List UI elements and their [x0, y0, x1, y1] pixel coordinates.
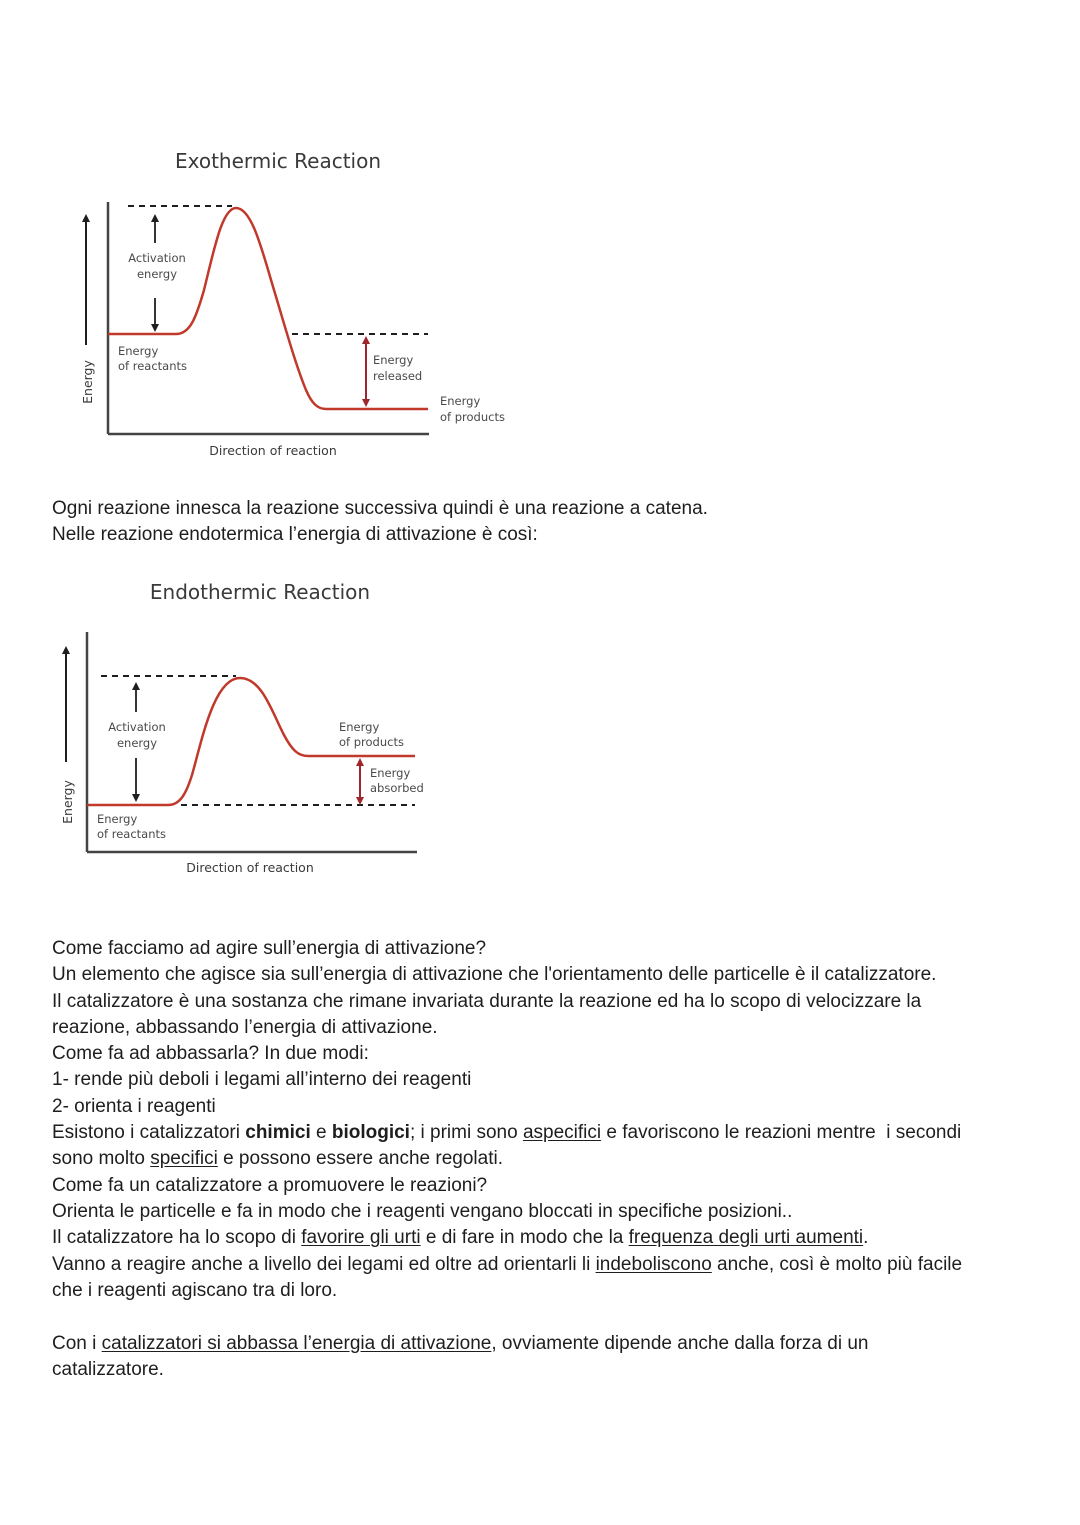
- reactants-energy-label: Energy: [97, 812, 138, 826]
- exothermic-title: Exothermic Reaction: [174, 149, 382, 173]
- underlined-term: favorire gli urti: [301, 1227, 421, 1249]
- paragraph-catalyst: [52, 936, 962, 1304]
- text-line: che i reagenti agiscano tra di loro.: [52, 1279, 338, 1301]
- text-span: e di fare in modo che la: [420, 1227, 629, 1249]
- text-span: sono molto: [52, 1148, 151, 1170]
- text-line: Come fa ad abbassarla? In due modi:: [52, 1043, 369, 1065]
- products-energy-label: Energy: [440, 394, 481, 408]
- text-line: reazione, abbassando l’energia di attivazione.: [52, 1016, 438, 1038]
- bold-term: biologici: [331, 1122, 410, 1144]
- bold-term: chimici: [245, 1122, 311, 1144]
- underlined-term: frequenza degli urti aumenti: [628, 1227, 864, 1249]
- underlined-term: aspecifici: [522, 1122, 602, 1144]
- text-line: [52, 1225, 962, 1251]
- text-line: Un elemento che agisce sia sull’energia di attivazione che l'orientamento delle particelle è il catalizzatore.: [52, 964, 937, 986]
- text-line: [52, 1146, 962, 1172]
- y-axis-label: Energy: [80, 360, 95, 404]
- text-span: .: [863, 1227, 869, 1249]
- y-axis-label: Energy: [60, 780, 75, 824]
- x-axis-label: Direction of reaction: [186, 860, 314, 875]
- reactants-energy-label: Energy: [118, 344, 159, 358]
- x-axis-label: Direction of reaction: [209, 443, 337, 458]
- text-span: e favoriscono le reazioni mentre i secondi: [601, 1122, 962, 1144]
- underlined-term: specifici: [150, 1148, 218, 1170]
- reactants-energy-label: of reactants: [97, 827, 167, 841]
- products-energy-label: Energy: [339, 720, 380, 734]
- text-line: [52, 1331, 868, 1357]
- text-line: [52, 1120, 962, 1146]
- text-span: Vanno a reagire anche a livello dei legami ed oltre ad orientarli li: [52, 1253, 596, 1275]
- endothermic-title: Endothermic Reaction: [149, 580, 371, 604]
- text-line: catalizzatore.: [52, 1359, 164, 1381]
- text-span: e: [310, 1122, 332, 1144]
- list-item: 1- rende più deboli i legami all’interno dei reagenti: [52, 1069, 472, 1091]
- text-span: anche, così è molto più facile: [711, 1253, 963, 1275]
- energy-absorbed-label: absorbed: [370, 781, 424, 795]
- text-span: Con i: [52, 1333, 102, 1354]
- activation-energy-label: energy: [116, 736, 158, 750]
- text-span: Esistono i catalizzatori: [52, 1122, 246, 1144]
- products-energy-label: of products: [339, 735, 404, 749]
- text-line: Ogni reazione innesca la reazione successiva quindi è una reazione a catena.: [52, 498, 708, 519]
- energy-released-label: Energy: [373, 353, 414, 367]
- text-span: e possono essere anche regolati.: [217, 1148, 503, 1170]
- underlined-term: catalizzatori si abbassa l’energia di attivazione: [101, 1333, 492, 1354]
- text-line: Orienta le particelle e fa in modo che i reagenti vengano bloccati in specifiche posizioni..: [52, 1200, 793, 1222]
- list-item: 2- orienta i reagenti: [52, 1095, 216, 1117]
- energy-released-label: released: [373, 369, 423, 383]
- text-line: Nelle reazione endotermica l’energia di attivazione è così:: [52, 524, 538, 546]
- exothermic-reaction-diagram: [0, 0, 560, 470]
- energy-absorbed-label: Energy: [370, 766, 411, 780]
- activation-energy-label: Activation: [128, 251, 186, 265]
- activation-energy-label: Activation: [108, 720, 166, 734]
- text-line: Come fa un catalizzatore a promuovere le reazioni?: [52, 1174, 488, 1196]
- activation-energy-label: energy: [136, 267, 178, 281]
- paragraph-conclusion: [52, 1331, 868, 1384]
- text-line: Come facciamo ad agire sull’energia di attivazione?: [52, 938, 487, 959]
- text-span: ; i primi sono: [409, 1122, 523, 1144]
- endothermic-reaction-diagram: [0, 560, 560, 890]
- underlined-term: indeboliscono: [595, 1253, 712, 1275]
- reactants-energy-label: of reactants: [118, 359, 188, 373]
- text-line: [52, 1252, 962, 1278]
- paragraph-chain-reaction: [52, 496, 708, 549]
- text-span: Il catalizzatore ha lo scopo di: [52, 1227, 302, 1249]
- products-energy-label: of products: [440, 410, 505, 424]
- text-span: , ovviamente dipende anche dalla forza di un: [491, 1333, 869, 1354]
- text-line: Il catalizzatore è una sostanza che rimane invariata durante la reazione ed ha lo scopo di velocizzare la: [52, 990, 922, 1012]
